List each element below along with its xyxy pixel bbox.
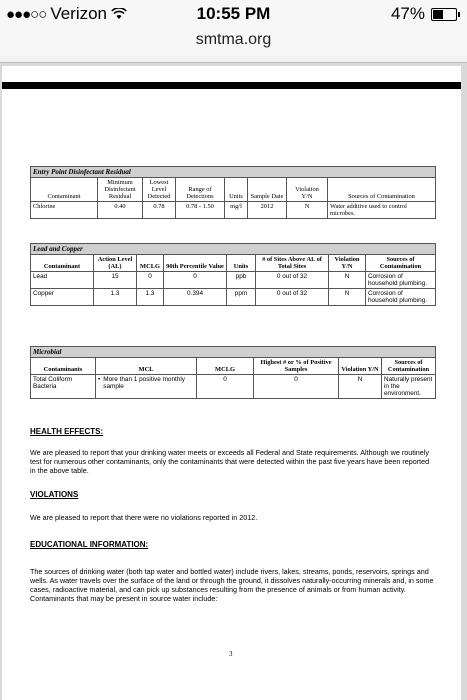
table-row [31,202,436,219]
page-number: 3 [229,650,233,658]
table-header: Units [227,255,256,272]
table-cell: 2012 [248,202,287,219]
table-header: Sources of Contamination [382,358,436,375]
table-cell: 15 [94,272,137,289]
table-row [31,375,436,399]
table-header: Contaminants [31,358,96,375]
table-header: Lowest Level Detected [143,178,176,202]
health-effects-heading: HEALTH EFFECTS: [30,427,104,436]
table-row [31,289,436,306]
table-header: Contaminant [31,178,98,202]
signal-strength-icon: ●●●○○ [6,5,47,23]
table-cell: 0 out of 32 [256,272,329,289]
table-header: Units [225,178,248,202]
table-cell: 1.3 [137,289,164,306]
table-caption: Lead and Copper [31,244,436,255]
table-cell: Copper [31,289,94,306]
carrier-name: Verizon [50,4,108,23]
table-header: # of Sites Above AL of Total Sites [256,255,329,272]
table-cell: 0.394 [164,289,227,306]
bullet-icon: • [98,376,101,383]
status-bar [0,0,467,30]
table-cell: Corrosion of household plumbing. [366,272,436,289]
lead-copper-table [30,243,436,306]
table-header: Sources of Contamination [328,178,436,202]
battery-percent: 47% [390,4,425,23]
table-cell: Lead [31,272,94,289]
table-cell: Corrosion of household plumbing. [366,289,436,306]
page-header-bar [2,82,461,89]
violations-heading: VIOLATIONS [30,490,79,499]
educational-text: The sources of drinking water (both tap water and bottled water) include rivers, lakes, streams, ponds, reservoirs, springs and wells. As water travels over the surface of the land or through the ground, it dissolves naturally-occurring minerals and, in some cases, radioactive material, and can pick up substances resulting from the presence of animals or from human activity. Contaminants that may be present in source water include: [30,567,434,603]
microbial-table [30,346,436,399]
table-cell: Naturally present in the environment. [382,375,436,399]
table-cell: ppm [227,289,256,306]
clock: 10:55 PM [196,4,271,23]
table-cell: Water additive used to control microbes. [328,202,436,219]
address-bar[interactable] [0,30,467,56]
table-cell: 0 [254,375,339,399]
table-caption: Microbial [31,347,436,358]
table-header: Action Level (AL) [94,255,137,272]
table-cell: N [339,375,382,399]
table-header: MCLG [137,255,164,272]
table-cell: 1.3 [94,289,137,306]
table-header: Sources of Contamination [366,255,436,272]
table-cell: 0.78 [143,202,176,219]
table-cell: Chlorine [31,202,98,219]
browser-toolbar-divider [0,56,467,63]
table-row [31,272,436,289]
table-cell: 0 [164,272,227,289]
table-header: Violation Y/N [287,178,328,202]
table-cell: 0 [197,375,254,399]
table-header: MCLG [197,358,254,375]
table-header: MCL [96,358,197,375]
table-header: Contaminant [31,255,94,272]
table-header: Violation Y/N [339,358,382,375]
table-cell: N [287,202,328,219]
table-cell: 0.40 [98,202,143,219]
table-cell: N [329,272,366,289]
disinfectant-table [30,166,436,219]
table-header: Sample Date [248,178,287,202]
table-cell: Total Coliform Bacteria [31,375,96,399]
table-header: Violation Y/N [329,255,366,272]
table-cell: mg/l [225,202,248,219]
table-cell: 0 out of 32 [256,289,329,306]
url-text: smtma.org [195,31,272,48]
educational-heading: EDUCATIONAL INFORMATION: [30,540,149,549]
table-cell: N [329,289,366,306]
health-effects-text: We are pleased to report that your drinking water meets or exceeds all Federal and State requirements. Although we routinely test for numerous other contaminants, only the contaminants that were detected within the past five years have been reported in the above table. [30,448,430,475]
table-cell: 0 [137,272,164,289]
table-header: Range of Detections [176,178,225,202]
table-header: Minimum Disinfectant Residual [98,178,143,202]
table-header: 90th Percentile Value [164,255,227,272]
table-caption: Entry Point Disinfectant Residual [31,167,436,178]
table-cell: ppb [227,272,256,289]
table-header: Highest # or % of Positive Samples [254,358,339,375]
table-cell [96,375,197,399]
table-cell: 0.78 - 1.50 [176,202,225,219]
violations-text: We are pleased to report that there were no violations reported in 2012. [30,513,258,522]
table-cell-text: More than 1 positive monthly sample [103,376,185,390]
battery-icon [431,8,457,21]
